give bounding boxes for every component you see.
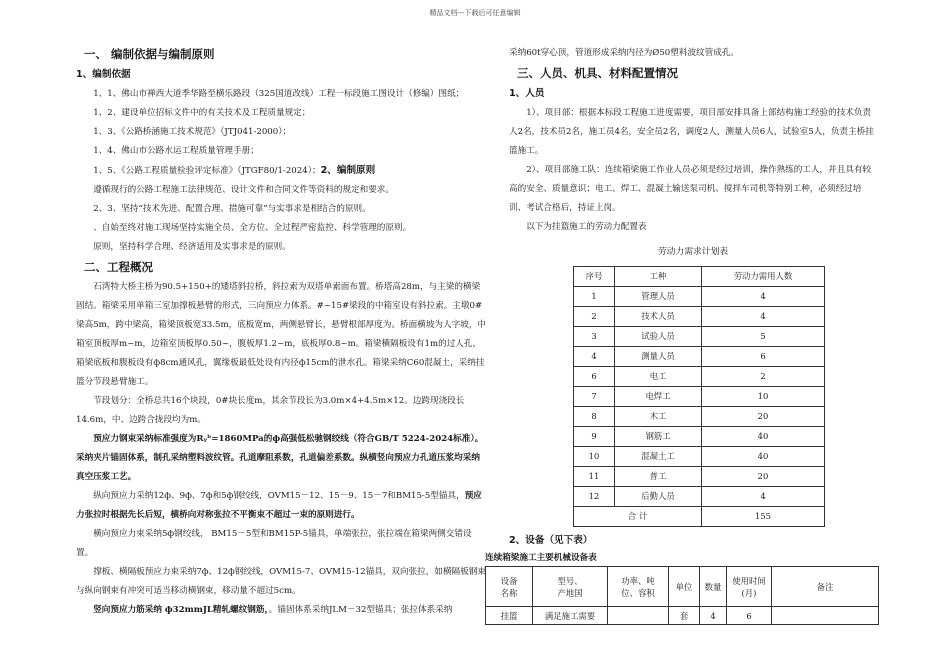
staff-construction-team: 2）、项目部施工队：连续箱梁施工作业人员必须是经过培训，操作熟练的工人，并且具有较高的安全、质量意识；电工、焊工、混凝土输送泵司机、搅拌车司机等特别工种，必须经过培训、考试合格后，持证上岗。 — [509, 165, 872, 213]
table-cell: 试验人员 — [615, 327, 702, 347]
table-row — [574, 367, 825, 387]
labor-table-body — [574, 287, 825, 507]
column-header: 工种 — [615, 267, 702, 287]
table-cell — [608, 607, 669, 625]
transverse-prestress: 横向预应力束采纳5ф钢绞线， BM15－5型和BM15P-5锚具，单端张拉，张拉端在箱梁两侧交错设置。 — [76, 529, 472, 558]
table-cell: 普工 — [615, 467, 702, 487]
table-row — [574, 447, 825, 467]
basis-item: 1、2、建设单位招标文件中的有关技术及工程质量规定； — [93, 108, 311, 118]
table-row — [574, 407, 825, 427]
table-row — [574, 427, 825, 447]
table-cell: 11 — [574, 467, 615, 487]
table-total-row — [574, 507, 825, 527]
table-cell: 4 — [702, 287, 825, 307]
table-cell: 6 — [727, 607, 772, 625]
equipment-table-body — [486, 607, 879, 625]
column-header: 劳动力需用人数 — [702, 267, 825, 287]
table-cell: 2 — [574, 307, 615, 327]
basis-item: 1、5、《公路工程质量检验评定标准》（JTGF80/1-2024）；2、编制原则 — [93, 165, 376, 176]
principle-item: 2、3、坚持“技术先进、配置合理、措施可靠”与实事求是相结合的原则。 — [93, 204, 371, 214]
column-header: 功率、吨 位、容积 — [608, 567, 669, 607]
table-row — [574, 287, 825, 307]
total-value: 155 — [702, 507, 825, 527]
heading-staff: 1、人员 — [509, 88, 545, 99]
principle-item: 原则，坚持科学合理、经济适用及实事求是的原则。 — [93, 242, 291, 252]
basis-item: 1、3、《公路桥涵施工技术规范》（JTJ041-2000）； — [93, 127, 292, 137]
table-cell: 测量人员 — [615, 347, 702, 367]
overview-paragraph: 石湾特大桥主桥为90.5+150+的矮塔斜拉桥，斜拉索为双塔单索面布置。桥塔高28m，与主梁的横梁固结。箱梁采用单箱三室加撑板悬臂的形式，三向预应力体系。#~15#梁段的中箱室设有斜拉索。主墩0#梁高5m，跨中梁高，箱梁顶板宽33.5m，底板宽m，两侧悬臂长，悬臂根部厚度为。桥面横坡为人字坡，中箱室顶板厚m~m，边箱室顶板厚0.50~，腹板厚1.2~m，底板厚0.8~m。箱梁横隔板设有1m的过人孔，箱梁底板和腹板设有ф8cm通风孔，翼缘板最低处设有内径ф15cm的泄水孔。箱梁采纳C60混凝土，采纳挂篮分节段悬臂施工。 — [76, 282, 486, 387]
table-cell: 12 — [574, 487, 615, 507]
heading-equipment: 2、设备（见下表） — [509, 535, 593, 546]
prestress-spec: 预应力钢束采纳标准强度为Rᵧᵇ=1860MPa的ф高强低松驰钢绞线（符合GB/T 5224-2024标准）。采纳夹片锚固体系，制孔采纳塑料波纹管。孔道摩阻系数，孔道偏差系数。纵横竖向预应力孔道压浆均采纳真空压浆工艺。 — [76, 434, 484, 482]
table-cell: 1 — [574, 287, 615, 307]
page-header: 精品文档---下载后可任意编辑 — [429, 9, 521, 17]
table-header-row — [486, 567, 879, 607]
column-header: 设备 名称 — [486, 567, 533, 607]
table-cell: 20 — [702, 407, 825, 427]
overview-segments: 节段划分：全桥总共16个块段，0#块长度m，其余节段长为3.0m×4+4.5m×12。边跨现浇段长14.6m，中、边跨合拢段均为m。 — [76, 396, 465, 425]
labor-table-caption: 劳动力需求计划表 — [657, 247, 729, 257]
column-header: 数量 — [700, 567, 727, 607]
column-header: 使用时间 (月) — [727, 567, 772, 607]
table-cell: 6 — [574, 367, 615, 387]
table-cell: 技术人员 — [615, 307, 702, 327]
equipment-table-title: 连续箱梁施工主要机械设备表 — [485, 553, 597, 563]
basis-item: 1、1、佛山市禅西大道季华路至横乐路段（325国道改线）工程一标段施工图设计（修编）图纸； — [93, 89, 465, 99]
table-row — [574, 347, 825, 367]
table-cell: 40 — [702, 447, 825, 467]
table-cell: 9 — [574, 427, 615, 447]
table-cell: 5 — [702, 327, 825, 347]
equipment-table — [485, 566, 879, 625]
table-cell: 6 — [702, 347, 825, 367]
column-header: 序号 — [574, 267, 615, 287]
table-cell: 40 — [702, 427, 825, 447]
heading-basis: 1、编制依据 — [76, 69, 131, 80]
table-row — [574, 327, 825, 347]
table-cell: 套 — [669, 607, 700, 625]
heading-principle: 2、编制原则 — [320, 165, 376, 176]
continued-text: 采纳60t穿心顶，管道形成采纳内径为Ø50塑料波纹管成孔。 — [509, 48, 740, 58]
principle-item: 遵循现行的公路工程施工法律规范、设计文件和合同文件等资料的规定和要求。 — [93, 185, 394, 195]
table-cell: 满足施工需要 — [533, 607, 608, 625]
table-cell: 4 — [702, 487, 825, 507]
table-row — [574, 487, 825, 507]
table-cell: 4 — [700, 607, 727, 625]
table-cell: 10 — [574, 447, 615, 467]
table-cell: 挂篮 — [486, 607, 533, 625]
table-cell: 后勤人员 — [615, 487, 702, 507]
table-cell: 10 — [702, 387, 825, 407]
heading-overview: 二、工程概况 — [84, 260, 153, 274]
table-cell: 电工 — [615, 367, 702, 387]
table-cell: 20 — [702, 467, 825, 487]
principle-item: 、自始至终对施工现场坚持实施全员、全方位、全过程严密监控、科学管理的原则。 — [93, 223, 412, 233]
table-row — [486, 607, 879, 625]
table-cell: 3 — [574, 327, 615, 347]
table-cell: 2 — [702, 367, 825, 387]
table-cell: 钢筋工 — [615, 427, 702, 447]
heading-resources: 三、人员、机具、材料配置情况 — [517, 66, 678, 80]
staff-project-dept: 1）、项目部：根据本标段工程施工进度需要，项目部安排具备上部结构施工经验的技术负责人2名，技术员2名，施工员4名，安全员2名，调度2人，测量人员6人，试验室5人，负责主桥挂篮施工。 — [509, 108, 874, 156]
labor-intro: 以下为挂篮施工的劳动力配置表 — [526, 222, 647, 232]
table-cell: 8 — [574, 407, 615, 427]
right-column — [485, 44, 877, 625]
heading-basis-principles: 一、 编制依据与编制原则 — [84, 47, 215, 61]
table-cell: 4 — [702, 307, 825, 327]
labor-table — [573, 266, 825, 527]
table-row — [574, 307, 825, 327]
brace-prestress: 撑板、横隔板预应力束采纳7ф、12ф钢绞线，OVM15-7、OVM15-12锚具，双向张拉，如横隔板钢束与纵向钢束有冲突可适当移动横钢束，移动量不超过5cm。 — [76, 567, 486, 596]
column-header: 单位 — [669, 567, 700, 607]
longitudinal-prestress: 纵向预应力采纳12ф、9ф、7ф和5ф钢绞线，OVM15－12、15－9、15－7和BM15-5型锚具，预应力张拉时根据先长后短，横桥向对称张拉不平衡束不超过一束的原则进行。 — [76, 491, 482, 520]
table-row — [574, 387, 825, 407]
table-header-row — [574, 267, 825, 287]
column-header: 备注 — [772, 567, 879, 607]
table-cell: 木工 — [615, 407, 702, 427]
vertical-prestress: 竖向预应力筋采纳 ф32mmJL精轧螺纹钢筋，。锚固体系采纳JLM－32型锚具；张拉体系采纳 — [93, 605, 453, 615]
table-cell: 7 — [574, 387, 615, 407]
table-cell: 4 — [574, 347, 615, 367]
table-cell: 混凝土工 — [615, 447, 702, 467]
left-column — [76, 44, 488, 620]
basis-item: 1、4、佛山市公路水运工程质量管理手册； — [93, 146, 259, 156]
total-label: 合 计 — [574, 507, 702, 527]
column-header: 型号、 产地国 — [533, 567, 608, 607]
table-cell — [772, 607, 879, 625]
table-cell: 电焊工 — [615, 387, 702, 407]
table-cell: 管理人员 — [615, 287, 702, 307]
table-row — [574, 467, 825, 487]
